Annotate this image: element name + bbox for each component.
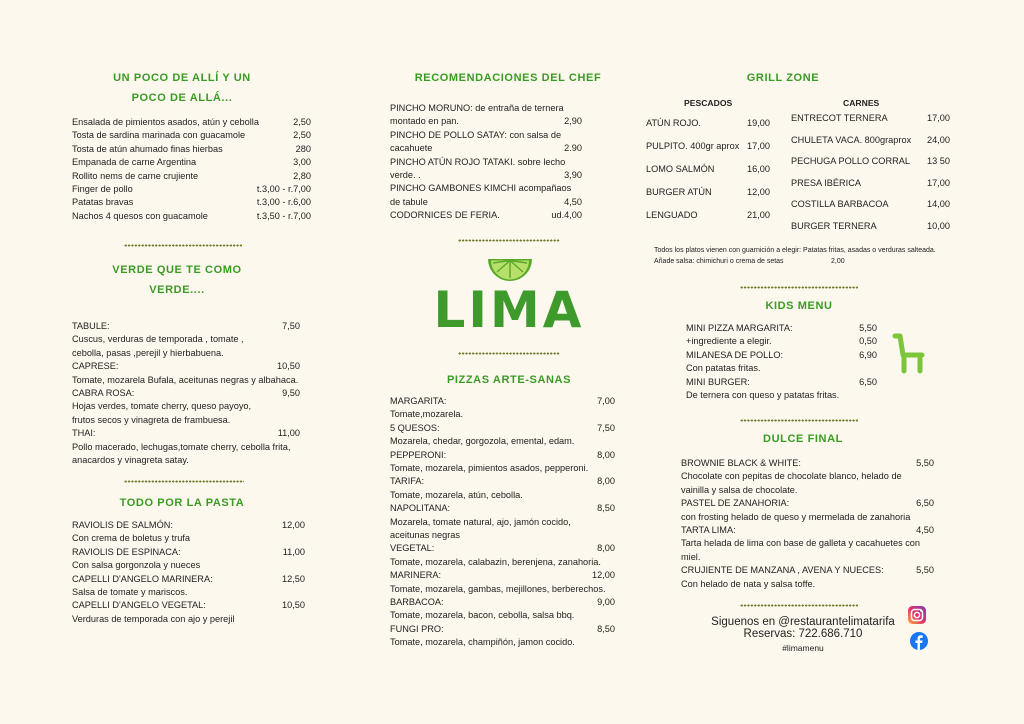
item-price: 2,50	[293, 130, 311, 141]
item-name: Patatas bravas	[72, 197, 134, 208]
item-description: Cuscus, verduras de temporada , tomate ,	[72, 334, 244, 345]
meat-item-name: PRESA IBÉRICA	[791, 177, 861, 188]
item-price: t.3,00 - r.7,00	[256, 184, 311, 194]
item-name: TABULE:	[72, 321, 110, 331]
section-title-verde	[72, 260, 282, 300]
item-price: 5,50	[916, 458, 934, 468]
item-price: 8,00	[597, 449, 615, 460]
item-price: 13 50	[927, 156, 950, 167]
subheading-pescados: PESCADOS	[684, 98, 733, 108]
item-description: Hojas verdes, tomate cherry, queso payoyo,	[72, 401, 252, 412]
item-description: Tomate, mozarela, calabazin, berenjena, zanahoria.	[390, 556, 601, 567]
section-title-kids: KIDS MENU	[765, 300, 833, 312]
chef-line: PINCHO DE POLLO SATAY: con salsa de	[390, 129, 562, 140]
fish-item-name: PULPITO. 400gr aprox	[646, 140, 740, 151]
meat-item-name: COSTILLA BARBACOA	[791, 199, 889, 210]
item-price: 12,00	[282, 520, 305, 530]
item-price: 21,00	[747, 209, 770, 220]
item-name: 5 QUESOS:	[390, 422, 440, 433]
item-price: 4,50	[564, 196, 582, 207]
item-description: Pollo macerado, lechugas,tomate cherry, cebolla frita,	[72, 441, 291, 452]
item-description: Tomate, mozarela, pimientos asados, pepperoni.	[390, 463, 589, 473]
item-name: Rollito nems de carne crujiente	[72, 170, 199, 181]
item-name: PASTEL DE ZANAHORIA:	[681, 498, 790, 509]
item-price: 17,00	[747, 140, 770, 151]
item-description: Tomate, mozarela, atún, cebolla.	[390, 489, 523, 500]
item-name: CABRA ROSA:	[72, 388, 135, 398]
item-price: 2,90	[564, 116, 582, 127]
section-title-pizzas: PIZZAS ARTE-SANAS	[446, 374, 572, 386]
dotted-divider	[124, 244, 242, 247]
chef-line: montado en pan.	[390, 116, 459, 127]
item-name: THAI:	[72, 428, 96, 439]
item-price: 8,50	[597, 503, 615, 514]
item-price: 12,00	[747, 186, 770, 197]
fish-item-name: BURGER ATÚN	[646, 186, 712, 197]
instagram-handle[interactable]: Siguenos en @restaurantelimatarifa	[711, 616, 895, 628]
section-title-line: VERDE QUE TE COMO	[112, 264, 242, 276]
chef-line: cacahuete	[390, 143, 433, 154]
dotted-divider	[458, 352, 560, 355]
item-description: Tomate,mozarela.	[390, 409, 464, 420]
kids-line: MINI BURGER:	[686, 376, 750, 387]
meat-item-name: BURGER TERNERA	[791, 221, 877, 231]
item-price: 280	[295, 143, 311, 154]
item-price: 2,80	[293, 170, 311, 181]
kids-line: MINI PIZZA MARGARITA:	[686, 323, 793, 333]
fish-item-name: ATÚN ROJO.	[646, 118, 701, 128]
item-price: 9,00	[597, 597, 615, 607]
hashtag: #limamenu	[782, 643, 824, 653]
section-title-un-poco	[72, 68, 292, 108]
item-price: 8,00	[597, 476, 615, 487]
item-name: Empanada de carne Argentina	[72, 157, 197, 168]
item-name: TARTA LIMA:	[681, 525, 736, 535]
fish-item-name: LOMO SALMÓN	[646, 163, 715, 174]
item-price: 3,90	[564, 170, 582, 180]
item-name: CRUJIENTE DE MANZANA , AVENA Y NUECES:	[681, 565, 884, 576]
item-name: MARINERA:	[390, 570, 442, 581]
dotted-divider	[740, 419, 858, 422]
item-price: 6,90	[859, 349, 877, 360]
item-name: Nachos 4 quesos con guacamole	[72, 210, 208, 221]
item-name: Tosta de sardina marinada con guacamole	[72, 130, 246, 141]
item-price: 10,00	[927, 221, 950, 231]
item-price: 12,00	[592, 570, 615, 581]
social-block	[696, 616, 910, 656]
item-price: 6,50	[916, 498, 934, 509]
fish-item-name: LENGUADO	[646, 209, 698, 220]
dotted-divider	[458, 239, 560, 242]
item-description: Tomate, mozarela, bacon, cebolla, salsa bbq.	[390, 610, 575, 621]
item-name: BARBACOA:	[390, 597, 444, 607]
item-name: Ensalada de pimientos asados, atún y cebolla	[72, 117, 259, 127]
item-price: t.3,00 - r.6,00	[256, 197, 311, 208]
item-description: Mozarela, chedar, gorgozola, emental, edam.	[390, 436, 575, 447]
meat-item-name: CHULETA VACA. 800graprox	[791, 134, 912, 145]
chef-line: de tabule	[390, 196, 428, 207]
item-price: 10,50	[277, 361, 300, 372]
section-title-grill: GRILL ZONE	[746, 72, 820, 84]
grill-note: Todos los platos vienen con guarnición a elegir: Patatas fritas, asadas o verduras salteada.	[654, 247, 936, 254]
item-description: vainilla y salsa de chocolate.	[681, 484, 798, 495]
item-description: Con helado de nata y salsa toffe.	[681, 578, 816, 589]
item-description: Con salsa gorgonzola y nueces	[72, 560, 201, 571]
item-description: anacardos y vinagreta satay.	[72, 455, 189, 465]
section-title-chef: RECOMENDACIONES DEL CHEF	[414, 72, 602, 84]
section-title-pasta: TODO POR LA PASTA	[119, 497, 245, 509]
item-name: CAPELLI D'ANGELO VEGETAL:	[72, 600, 206, 611]
dotted-divider	[740, 286, 858, 289]
section-title-line: VERDE....	[149, 284, 205, 296]
reservation-phone[interactable]: Reservas: 722.686.710	[743, 628, 863, 640]
item-price: 4,50	[916, 525, 934, 535]
item-name: PEPPERONI:	[390, 449, 447, 460]
item-price: 7,50	[597, 422, 615, 433]
chef-line: PINCHO MORUNO: de entraña de ternera	[390, 103, 564, 113]
item-price: 8,50	[597, 623, 615, 634]
item-description: Tomate, mozarela Bufala, aceitunas negras y albahaca.	[72, 374, 299, 385]
item-description: Chocolate con pepitas de chocolate blanco, helado de	[681, 471, 902, 482]
item-price: 7,50	[282, 321, 300, 331]
item-price: 5,50	[916, 565, 934, 576]
item-description: frutos secos y vinagreta de frambuesa.	[72, 414, 231, 425]
item-price: 16,00	[747, 163, 770, 174]
section-title-line: UN POCO DE ALLÍ Y UN	[113, 72, 251, 84]
item-price: 11,00	[277, 428, 300, 439]
item-description: Salsa de tomate y mariscos.	[72, 587, 188, 597]
instagram-icon[interactable]	[908, 606, 926, 624]
item-name: MARGARITA:	[390, 396, 447, 406]
item-name: Finger de pollo	[72, 184, 133, 194]
item-price: 11,00	[282, 546, 305, 557]
item-price: 10,50	[282, 600, 305, 611]
item-name: RAVIOLIS DE SALMÓN:	[72, 520, 173, 530]
chef-line: CODORNICES DE FERIA.	[390, 210, 500, 221]
item-description: Mozarela, tomate natural, ajo, jamón cocido,	[390, 516, 571, 527]
item-price: 12,50	[282, 573, 305, 584]
item-description: Verduras de temporada con ajo y perejil	[72, 613, 235, 624]
item-price: 0,50	[859, 336, 877, 347]
item-description: cebolla, pasas ,perejil y hierbabuena.	[72, 347, 224, 358]
chef-line: PINCHO GAMBONES KIMCHI acompañaos	[390, 183, 572, 194]
item-description: Tomate, mozarela, champiñón, jamon cocido.	[390, 637, 575, 648]
meat-item-name: ENTRECOT TERNERA	[791, 113, 888, 123]
item-description: miel.	[681, 551, 701, 562]
item-description: Tarta helada de lima con base de galleta y cacahuetes con	[681, 538, 921, 549]
item-description: aceitunas negras	[390, 530, 460, 540]
kids-line: +ingrediente a elegir.	[686, 336, 772, 347]
kids-line: Con patatas fritas.	[686, 363, 761, 374]
dotted-divider	[740, 604, 858, 607]
item-description: Tomate, mozarela, gambas, mejillones, berberechos.	[390, 583, 606, 594]
giraffe-toy-icon	[889, 331, 931, 375]
facebook-icon[interactable]	[910, 632, 928, 650]
item-price: 2,50	[293, 117, 311, 127]
item-price: 24,00	[927, 134, 950, 145]
dotted-divider	[124, 480, 244, 483]
item-name: TARIFA:	[390, 476, 425, 487]
meat-item-name: PECHUGA POLLO CORRAL	[791, 156, 910, 167]
item-description: Con crema de boletus y trufa	[72, 533, 190, 544]
item-name: CAPELLI D'ANGELO MARINERA:	[72, 573, 213, 584]
section-title-dulce: DULCE FINAL	[763, 433, 843, 445]
lime-slice-icon	[487, 257, 533, 281]
item-price: 9,50	[282, 388, 300, 398]
item-price: 6,50	[859, 376, 877, 387]
item-name: CAPRESE:	[72, 361, 119, 372]
item-price: ud.4,00	[551, 210, 582, 221]
item-name: FUNGI PRO:	[390, 623, 444, 634]
grill-sauce-price: 2,00	[831, 258, 845, 265]
section-title-line: POCO DE ALLÁ...	[131, 92, 233, 104]
item-price: 5,50	[859, 323, 877, 333]
item-price: 17,00	[927, 113, 950, 123]
item-name: RAVIOLIS DE ESPINACA:	[72, 546, 181, 557]
item-price: 14,00	[927, 199, 950, 210]
item-name: Tosta de atún ahumado finas hierbas	[72, 143, 223, 154]
logo-text: LIMA	[433, 281, 585, 339]
item-price: 7,00	[597, 396, 615, 406]
kids-line: MILANESA DE POLLO:	[686, 349, 784, 360]
kids-line: De ternera con queso y patatas fritas.	[686, 390, 840, 400]
chef-line: verde. .	[390, 170, 421, 180]
item-name: NAPOLITANA:	[390, 503, 451, 514]
chef-line: PINCHO ATÚN ROJO TATAKI. sobre lecho	[390, 156, 566, 167]
subheading-carnes: CARNES	[843, 98, 880, 108]
item-price: 17,00	[927, 177, 950, 188]
item-name: BROWNIE BLACK & WHITE:	[681, 458, 801, 468]
item-description: con frosting helado de queso y mermelada de zanahoria	[681, 511, 911, 522]
item-price: 19,00	[747, 118, 770, 128]
item-price: t.3,50 - r.7,00	[256, 210, 311, 221]
item-name: VEGETAL:	[390, 543, 435, 554]
item-price: 3,00	[293, 157, 311, 168]
item-price: 2.90	[564, 143, 582, 154]
grill-sauce-note: Añade salsa: chimichuri o crema de setas	[654, 258, 784, 265]
item-price: 8,00	[597, 543, 615, 554]
